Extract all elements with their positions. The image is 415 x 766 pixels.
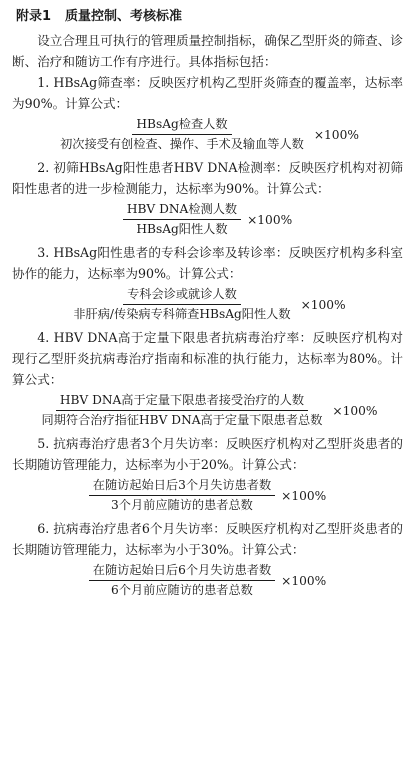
multiplier-6: ×100% (281, 573, 327, 588)
numerator-4: HBV DNA高于定量下限患者接受治疗的人数 (56, 392, 308, 411)
fraction-1 (56, 116, 308, 153)
intro-paragraph: 设立合理且可执行的管理质量控制指标，确保乙型肝炎的筛查、诊断、治疗和随访工作有序进行。具体指标包括： (12, 33, 403, 69)
numerator-2: HBV DNA检测人数 (123, 201, 241, 220)
fraction-5 (89, 477, 275, 514)
indicator-6-text: 6. 抗病毒治疗患者6个月失访率：反映医疗机构对乙型肝炎患者的长期随访管理能力，达标率为小于30%。计算公式： (12, 521, 403, 557)
formula-4 (12, 392, 403, 429)
denominator-4: 同期符合治疗指征HBV DNA高于定量下限患者总数 (41, 413, 323, 427)
multiplier-3: ×100% (300, 297, 346, 312)
formula-5 (12, 477, 403, 514)
formula-2 (12, 201, 403, 238)
indicator-1-text: 1. HBsAg筛查率：反映医疗机构乙型肝炎筛查的覆盖率，达标率为90%。计算公式： (12, 75, 403, 111)
indicator-2-text: 2. 初筛HBsAg阳性患者HBV DNA检测率：反映医疗机构对初筛阳性患者的进一步检测能力，达标率为90%。计算公式： (12, 160, 403, 196)
indicator-5-text: 5. 抗病毒治疗患者3个月失访率：反映医疗机构对乙型肝炎患者的长期随访管理能力，达标率为小于20%。计算公式： (12, 436, 403, 472)
fraction-6 (89, 562, 275, 599)
numerator-1: HBsAg检查人数 (132, 116, 231, 135)
denominator-5: 3个月前应随访的患者总数 (111, 498, 253, 512)
denominator-2: HBsAg阳性人数 (136, 222, 228, 236)
fraction-4 (38, 392, 327, 429)
denominator-3: 非肝病/传染病专科筛查HBsAg阳性人数 (73, 307, 291, 321)
multiplier-5: ×100% (281, 488, 327, 503)
appendix-heading (16, 6, 403, 28)
multiplier-2: ×100% (247, 212, 293, 227)
formula-3 (12, 286, 403, 323)
fraction-3 (69, 286, 294, 323)
indicator-3-text: 3. HBsAg阳性患者的专科会诊率及转诊率：反映医疗机构多科室协作的能力，达标率为90%。计算公式： (12, 245, 403, 281)
denominator-6: 6个月前应随访的患者总数 (111, 583, 253, 597)
formula-1 (12, 116, 403, 153)
numerator-5: 在随访起始日后3个月失访患者数 (89, 477, 275, 496)
fraction-2 (123, 201, 241, 238)
numerator-3: 专科会诊或就诊人数 (123, 286, 241, 305)
multiplier-1: ×100% (313, 127, 359, 142)
denominator-1: 初次接受有创检查、操作、手术及输血等人数 (60, 137, 304, 151)
appendix-title: 质量控制、考核标准 (65, 9, 183, 24)
numerator-6: 在随访起始日后6个月失访患者数 (89, 562, 275, 581)
formula-6 (12, 562, 403, 599)
indicator-4-text: 4. HBV DNA高于定量下限患者抗病毒治疗率：反映医疗机构对现行乙型肝炎抗病毒治疗指南和标准的执行能力，达标率为80%。计算公式： (12, 330, 403, 387)
multiplier-4: ×100% (332, 403, 378, 418)
appendix-number: 附录1 (16, 9, 52, 24)
